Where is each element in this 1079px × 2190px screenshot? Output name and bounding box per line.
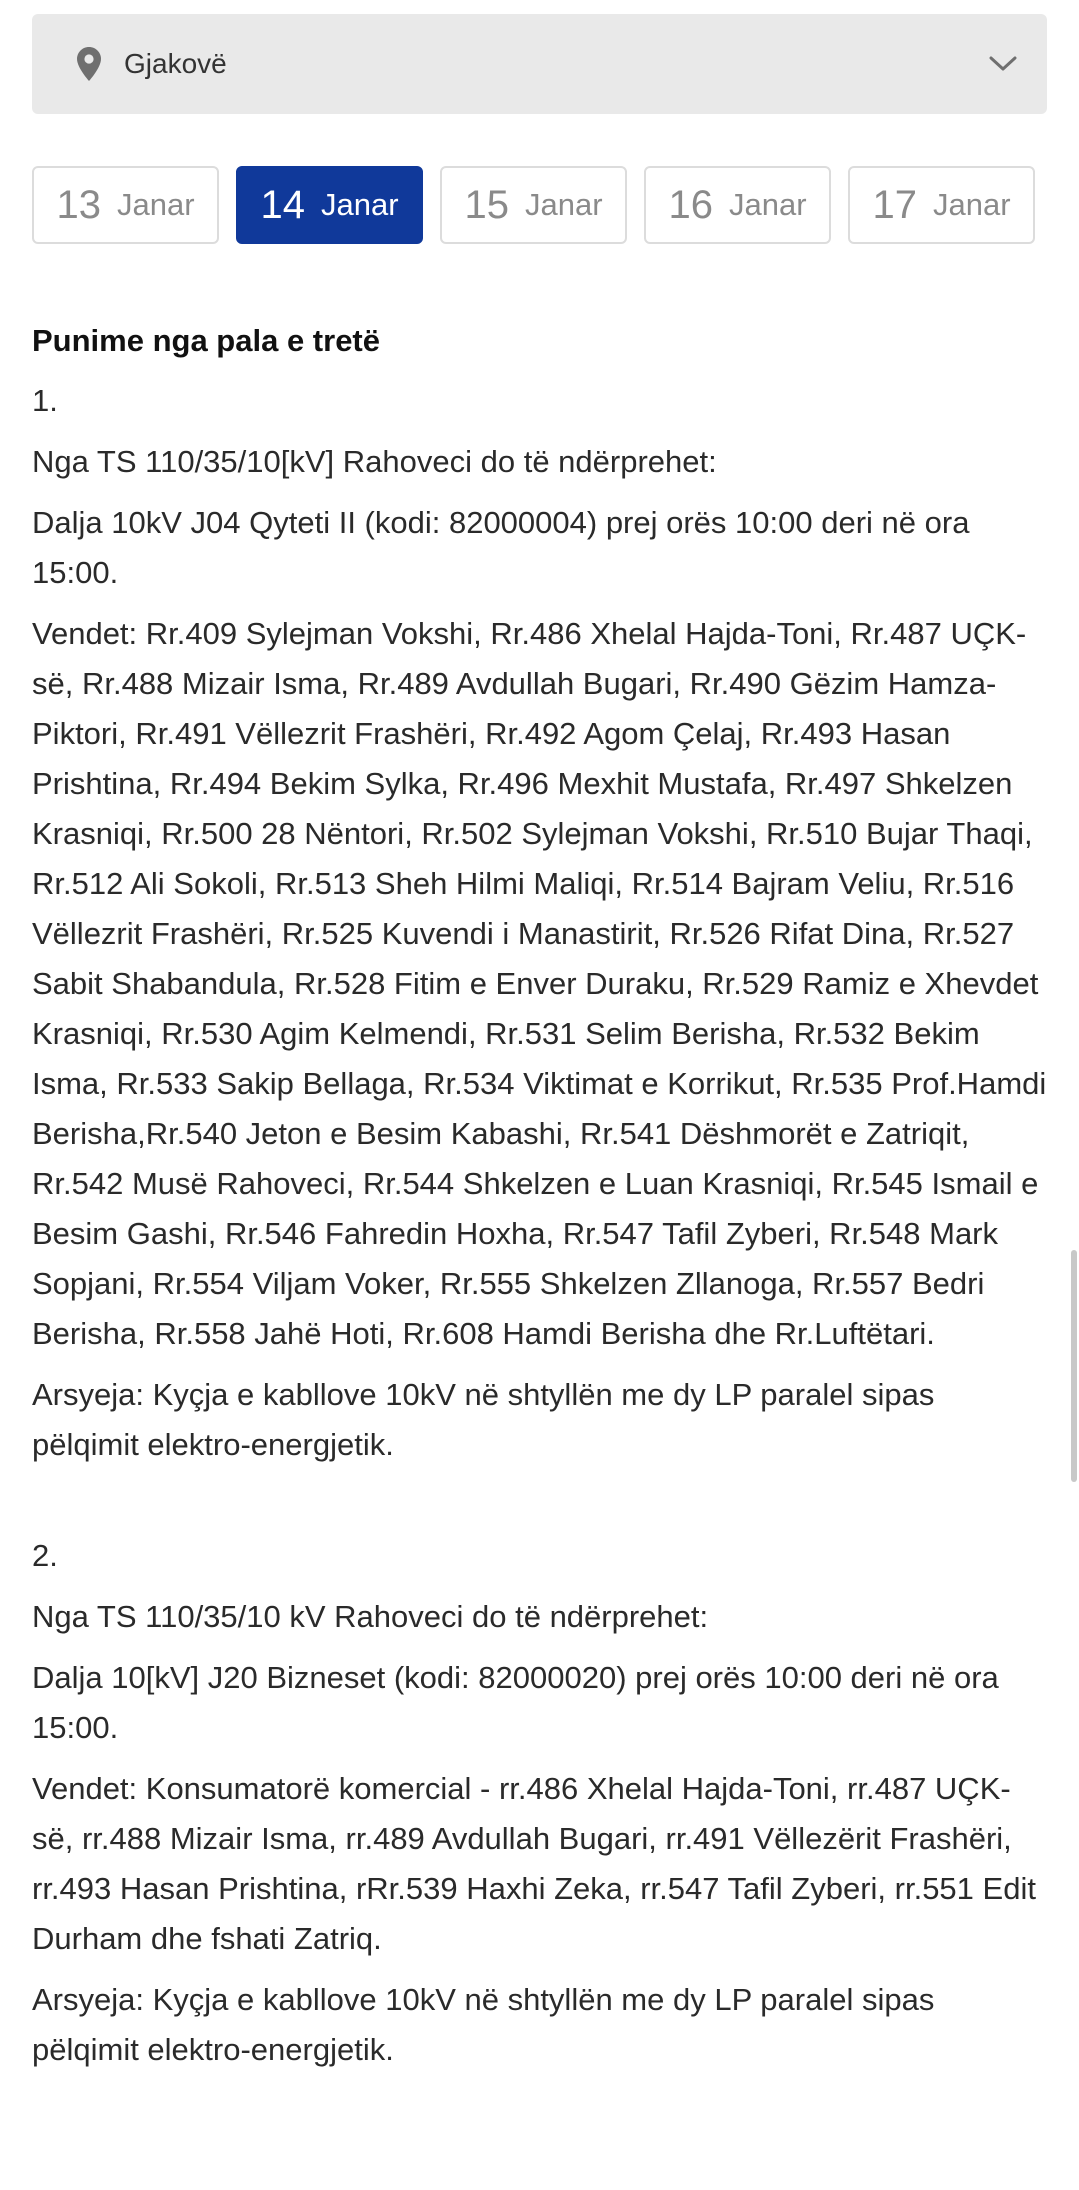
item-places: Vendet: Rr.409 Sylejman Vokshi, Rr.486 Xhelal Hajda-Toni, Rr.487 UÇK-së, Rr.488 Mizair Isma, Rr.489 Avdullah Bugari, Rr.490 Gëzim Hamza-Piktori, Rr.491 Vëllezrit Frashëri, Rr.492 Agom Çelaj, Rr.493 Hasan Prishtina, Rr.494 Bekim Sylka, Rr.496 Mexhit Mustafa, Rr.497 Shkelzen Krasniqi, Rr.500 28 Nëntori, Rr.502 Sylejman Vokshi, Rr.510 Bujar Thaqi, Rr.512 Ali Sokoli, Rr.513 Sheh Hilmi Maliqi, Rr.514 Bajram Veliu, Rr.516 Vëllezrit Frashëri, Rr.525 Kuvendi i Manastirit, Rr.526 Rifat Dina, Rr.527 Sabit Shabandula, Rr.528 Fitim e Enver Duraku, Rr.529 Ramiz e Xhevdet Krasniqi, Rr.530 Agim Kelmendi, Rr.531 Selim Berisha, Rr.532 Bekim Isma, Rr.533 Sakip Bellaga, Rr.534 Viktimat e Korrikut, Rr.535 Prof.Hamdi Berisha,Rr.540 Jeton e Besim Kabashi, Rr.541 Dëshmorët e Zatriqit, Rr.542 Musë Rahoveci, Rr.544 Shkelzen e Luan Krasniqi, Rr.545 Ismail e Besim Gashi, Rr.546 Fahredin Hoxha, Rr.547 Tafil Zyberi, Rr.548 Mark Sopjani, Rr.554 Viljam Voker, Rr.555 Shkelzen Zllanoga, Rr.557 Bedri Berisha, Rr.558 Jahë Hoti, Rr.608 Hamdi Berisha dhe Rr.Luftëtari. [32,616,1047,1351]
item-number: 2. [32,1538,58,1573]
chevron-down-icon [985,46,1021,82]
date-day: 16 [668,182,713,227]
item-reason: Arsyeja: Kyçja e kabllove 10kV në shtyllën me dy LP paralel sipas pëlqimit elektro-energjetik. [32,1982,935,2067]
date-month: Janar [116,187,195,222]
date-selector [32,166,1047,244]
item-station: Nga TS 110/35/10[kV] Rahoveci do të ndërprehet: [32,444,717,479]
outage-content [32,316,1047,2075]
location-select[interactable] [32,14,1047,114]
item-places: Vendet: Konsumatorë komercial - rr.486 Xhelal Hajda-Toni, rr.487 UÇK-së, rr.488 Mizair Isma, rr.489 Avdullah Bugari, rr.491 Vëllezërit Frashëri, rr.493 Hasan Prishtina, rRr.539 Haxhi Zeka, rr.547 Tafil Zyberi, rr.551 Edit Durham dhe fshati Zatriq. [32,1771,1036,1956]
date-month: Janar [524,187,603,222]
item-number: 1. [32,383,58,418]
outage-item-2 [32,1531,1047,2075]
item-spacer [32,1481,1047,1531]
date-month: Janar [728,187,807,222]
map-pin-icon [72,45,106,83]
date-day: 14 [260,182,305,227]
date-button-13[interactable] [32,166,219,244]
date-day: 15 [464,182,509,227]
date-button-17[interactable] [848,166,1035,244]
item-station: Nga TS 110/35/10 kV Rahoveci do të ndërprehet: [32,1599,709,1634]
item-output: Dalja 10[kV] J20 Bizneset (kodi: 82000020) prej orës 10:00 deri në ora 15:00. [32,1660,999,1745]
section-heading: Punime nga pala e tretë [32,323,380,358]
date-button-16[interactable] [644,166,831,244]
date-month: Janar [932,187,1011,222]
item-output: Dalja 10kV J04 Qyteti II (kodi: 82000004) prej orës 10:00 deri në ora 15:00. [32,505,970,590]
date-button-14[interactable] [236,166,423,244]
date-day: 13 [56,182,101,227]
date-day: 17 [872,182,917,227]
date-month: Janar [320,187,399,222]
scrollbar-thumb[interactable] [1071,1250,1077,1482]
location-value: Gjakovë [124,48,227,79]
outage-item-1 [32,376,1047,1470]
item-reason: Arsyeja: Kyçja e kabllove 10kV në shtyllën me dy LP paralel sipas pëlqimit elektro-energjetik. [32,1377,935,1462]
date-button-15[interactable] [440,166,627,244]
